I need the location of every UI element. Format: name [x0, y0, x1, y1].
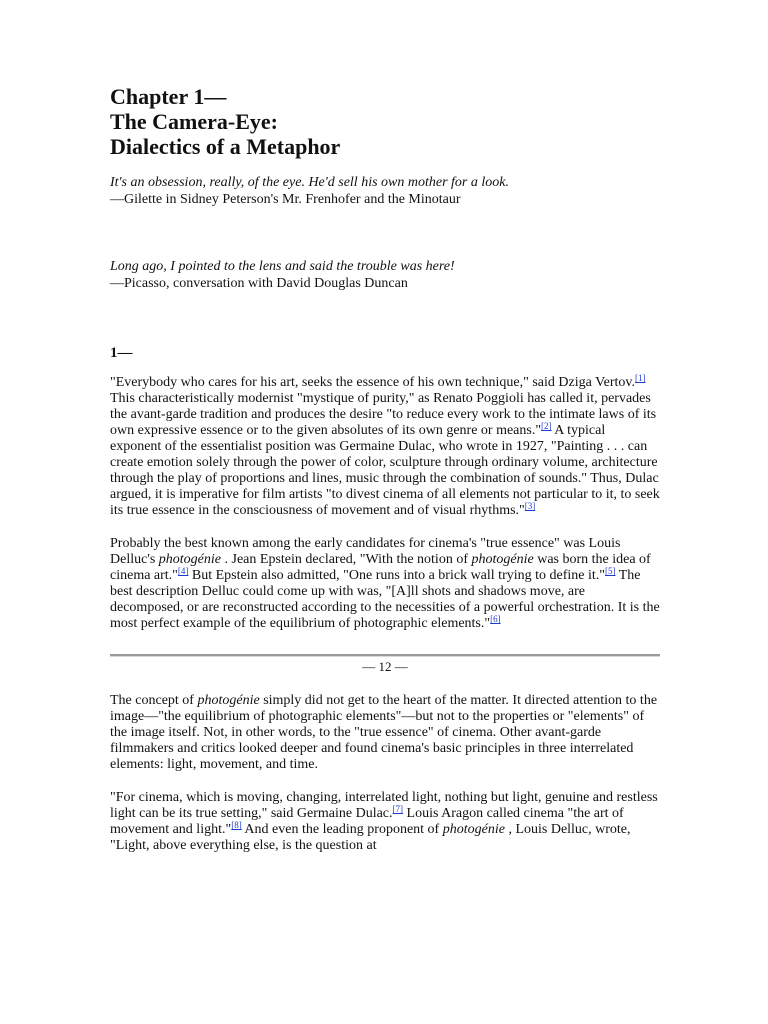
epigraph-1: [110, 174, 660, 208]
paragraph-text: . Jean Epstein declared, "With the notion of: [221, 552, 472, 567]
paragraph-text: The concept of: [110, 693, 198, 708]
chapter-title-line-3: Dialectics of a Metaphor: [110, 134, 341, 159]
paragraph-text: "Everybody who cares for his art, seeks the essence of his own technique," said Dziga Vertov.: [110, 375, 635, 390]
footnote-ref: [231, 820, 242, 830]
emphasis-term: photogénie: [471, 552, 534, 567]
footnote-ref: [393, 804, 404, 814]
paragraph-3: [110, 693, 660, 773]
paragraph-text: Probably the best known among the early candidates for cinema's "true essence" was Louis Delluc's: [110, 536, 621, 567]
paragraph-text: was born the idea of cinema art.": [110, 552, 651, 583]
page-number: — 12 —: [362, 659, 408, 674]
paragraph-1: [110, 375, 660, 519]
footnote-ref: [525, 501, 536, 511]
paragraph-text: simply did not get to the heart of the matter. It directed attention to the image—"the equilibrium of photographic elements"—but not to the properties or "elements" of the image itself. Not, in other words, to the "true essence" of cinema. Other avant-garde filmmakers and critics looked deeper and found cinema's basic principles in three interrelated elements: light, movement, and time.: [110, 693, 658, 772]
paragraph-4: [110, 790, 660, 854]
epigraph-quote: Long ago, I pointed to the lens and said the trouble was here!: [110, 259, 455, 274]
footnote-ref: [490, 614, 501, 624]
epigraph-attribution: —Picasso, conversation with David Douglas Duncan: [110, 276, 408, 291]
emphasis-term: photogénie: [158, 552, 222, 567]
paragraph-text: But Epstein also admitted, "One runs into a brick wall trying to define it.": [188, 568, 605, 583]
footnote-link-7[interactable]: [7]: [392, 804, 404, 814]
emphasis-term: photogénie: [442, 822, 505, 837]
footnote-ref: [635, 373, 646, 383]
footnote-link-4[interactable]: [4]: [177, 566, 189, 576]
paragraph-text: , Louis Delluc, wrote, "Light, above everything else, is the question at: [110, 822, 631, 853]
paragraph-text: The best description Delluc could come up with was, "[A]ll shots and shadows move, are decomposed, or are reconstructed according to the necessities of a powerful orchestration. It is the most perfect example of the equilibrium of photographic elements.": [110, 568, 660, 631]
epigraph-2: [110, 258, 660, 292]
footnote-ref: [178, 566, 189, 576]
footnote-link-3[interactable]: [3]: [524, 501, 536, 511]
epigraph-quote: It's an obsession, really, of the eye. He'd sell his own mother for a look.: [110, 175, 509, 190]
paragraph-text: "For cinema, which is moving, changing, interrelated light, nothing but light, genuine and restless light can be its true setting," said Germaine Dulac.: [110, 790, 658, 821]
emphasis-term: photogénie: [197, 693, 260, 708]
footnote-link-2[interactable]: [2]: [541, 421, 552, 431]
footnote-link-1[interactable]: [1]: [635, 373, 646, 383]
paragraph-2: [110, 536, 660, 632]
footnote-ref: [605, 566, 616, 576]
paragraph-text: And even the leading proponent of: [241, 822, 443, 837]
chapter-title: [110, 84, 660, 159]
document-page: [110, 84, 660, 871]
footnote-ref: [541, 421, 552, 431]
footnote-link-8[interactable]: [8]: [231, 820, 242, 830]
footnote-link-6[interactable]: [6]: [490, 614, 501, 624]
page-break: [110, 654, 660, 675]
footnote-link-5[interactable]: [5]: [604, 566, 616, 576]
chapter-title-line-1: Chapter 1—: [110, 84, 227, 109]
paragraph-text: This characteristically modernist "mystique of purity," as Renato Poggioli has called it, pervades the avant-garde tradition and produces the desire "to reduce every work to the intimate laws of its own expressive essence or to the given absolutes of its own genre or means.": [110, 391, 657, 438]
paragraph-text: A typical exponent of the essentialist position was Germaine Dulac, who wrote in 1927, "Painting . . . can create emotion solely through the power of color, sculpture through ordinary volume, architecture through the play of proportions and lines, music through the combination of sounds." Thus, Dulac argued, it is imperative for film artists "to divest cinema of all elements not particular to it, to seek its true essence in the consciousness of movement and of visual rhythms.": [110, 423, 660, 518]
chapter-title-line-2: The Camera-Eye:: [110, 109, 279, 134]
paragraph-text: Louis Aragon called cinema "the art of movement and light.": [110, 806, 624, 837]
section-heading: 1—: [110, 345, 133, 361]
page-divider: [110, 654, 660, 657]
epigraph-attribution: —Gilette in Sidney Peterson's Mr. Frenhofer and the Minotaur: [110, 192, 461, 207]
